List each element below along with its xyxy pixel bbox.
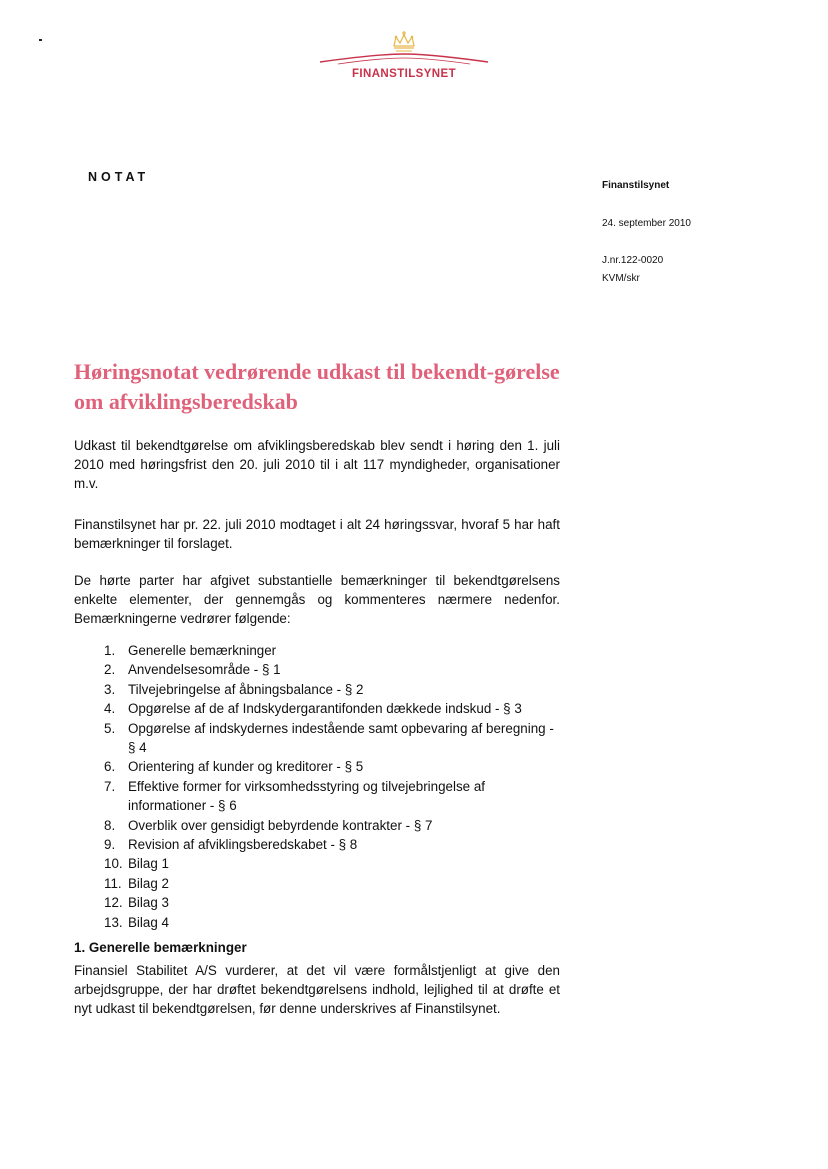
- topic-text: Tilvejebringelse af åbningsbalance - § 2: [128, 681, 364, 697]
- topics-list: [104, 641, 564, 932]
- topic-text: Generelle bemærkninger: [128, 643, 277, 658]
- topic-text: Overblik over gensidigt bebyrdende kontrakter - § 7: [128, 817, 433, 833]
- topic-text: Opgørelse af de af Indskydergarantifonden dækkede indskud - § 3: [128, 701, 522, 717]
- intro-paragraph: Udkast til bekendtgørelse om afviklingsberedskab blev sendt i høring den 1. juli 2010 med høringsfrist den 20. juli 2010 til i alt 117 myndigheder, organisationer m.v.: [74, 438, 560, 491]
- topic-list-item: [104, 874, 564, 893]
- topic-number: 5.: [104, 720, 116, 736]
- responses-paragraph: Finanstilsynet har pr. 22. juli 2010 modtaget i alt 24 høringssvar, hvoraf 5 har haft bemærkninger til forslaget.: [74, 517, 560, 551]
- topic-number: 9.: [104, 837, 116, 853]
- topic-text: Effektive former for virksomhedsstyring og tilvejebringelse af informationer - § 6: [128, 778, 485, 814]
- topic-list-item: [104, 854, 564, 873]
- topic-text: Bilag 3: [128, 895, 169, 911]
- section-body: Finansiel Stabilitet A/S vurderer, at det vil være formålstjenligt at give den arbejdsgruppe, der har drøftet bekendtgørelsens indhold, lejlighed til at drøfte et nyt udkast til bekendtgørelsen, før denne underskrives af Finanstilsynet.: [74, 963, 560, 1016]
- topic-list-item: [104, 835, 564, 854]
- topic-number: 13.: [104, 914, 123, 930]
- topic-number: 2.: [104, 662, 116, 678]
- topic-text: Orientering af kunder og kreditorer - § 5: [128, 759, 364, 775]
- topic-list-item: [104, 777, 564, 816]
- topic-number: 10.: [104, 856, 123, 872]
- topic-text: Bilag 1: [128, 856, 169, 872]
- topic-list-item: [104, 893, 564, 912]
- section-heading: 1. Generelle bemærkninger: [74, 940, 247, 955]
- topic-text: Bilag 2: [128, 875, 169, 891]
- topic-number: 4.: [104, 701, 116, 717]
- document-title: Høringsnotat vedrørende udkast til bekendt-gørelse om afviklingsberedskab: [74, 359, 560, 414]
- topic-text: Revision af afviklingsberedskabet - § 8: [128, 837, 358, 853]
- document-type: NOTAT: [88, 170, 150, 184]
- logo-wordmark: FINANSTILSYNET: [352, 68, 456, 80]
- topic-number: 8.: [104, 817, 116, 833]
- reference-initials: KVM/skr: [602, 273, 640, 284]
- topic-list-item: [104, 719, 564, 758]
- topic-list-item: [104, 757, 564, 776]
- scan-speck: [39, 39, 42, 41]
- topic-number: 11.: [104, 875, 122, 891]
- remarks-paragraph: De hørte parter har afgivet substantielle bemærkninger til bekendtgørelsens enkelte elementer, der gennemgås og kommenteres nærmere nedenfor. Bemærkningerne vedrører følgende:: [74, 573, 560, 626]
- crown-icon: [318, 28, 490, 68]
- topic-list-item: [104, 699, 564, 718]
- topic-number: 7.: [104, 778, 116, 794]
- topic-text: Opgørelse af indskydernes indestående samt opbevaring af beregning - § 4: [128, 720, 554, 756]
- journal-number: J.nr.122-0020: [602, 255, 664, 266]
- topic-text: Anvendelsesområde - § 1: [128, 662, 281, 678]
- topic-number: 6.: [104, 759, 116, 775]
- topic-number: 3.: [104, 681, 116, 697]
- topic-number: 1.: [104, 643, 116, 658]
- topic-text: Bilag 4: [128, 914, 169, 930]
- topic-list-item: [104, 680, 564, 699]
- finanstilsynet-logo: [318, 28, 490, 88]
- topic-list-item: [104, 816, 564, 835]
- topic-list-item: [104, 641, 564, 660]
- topic-number: 12.: [104, 895, 123, 911]
- topic-list-item: [104, 660, 564, 679]
- sender-organization: Finanstilsynet: [602, 180, 670, 191]
- document-date: 24. september 2010: [602, 218, 691, 229]
- topic-list-item: [104, 913, 564, 932]
